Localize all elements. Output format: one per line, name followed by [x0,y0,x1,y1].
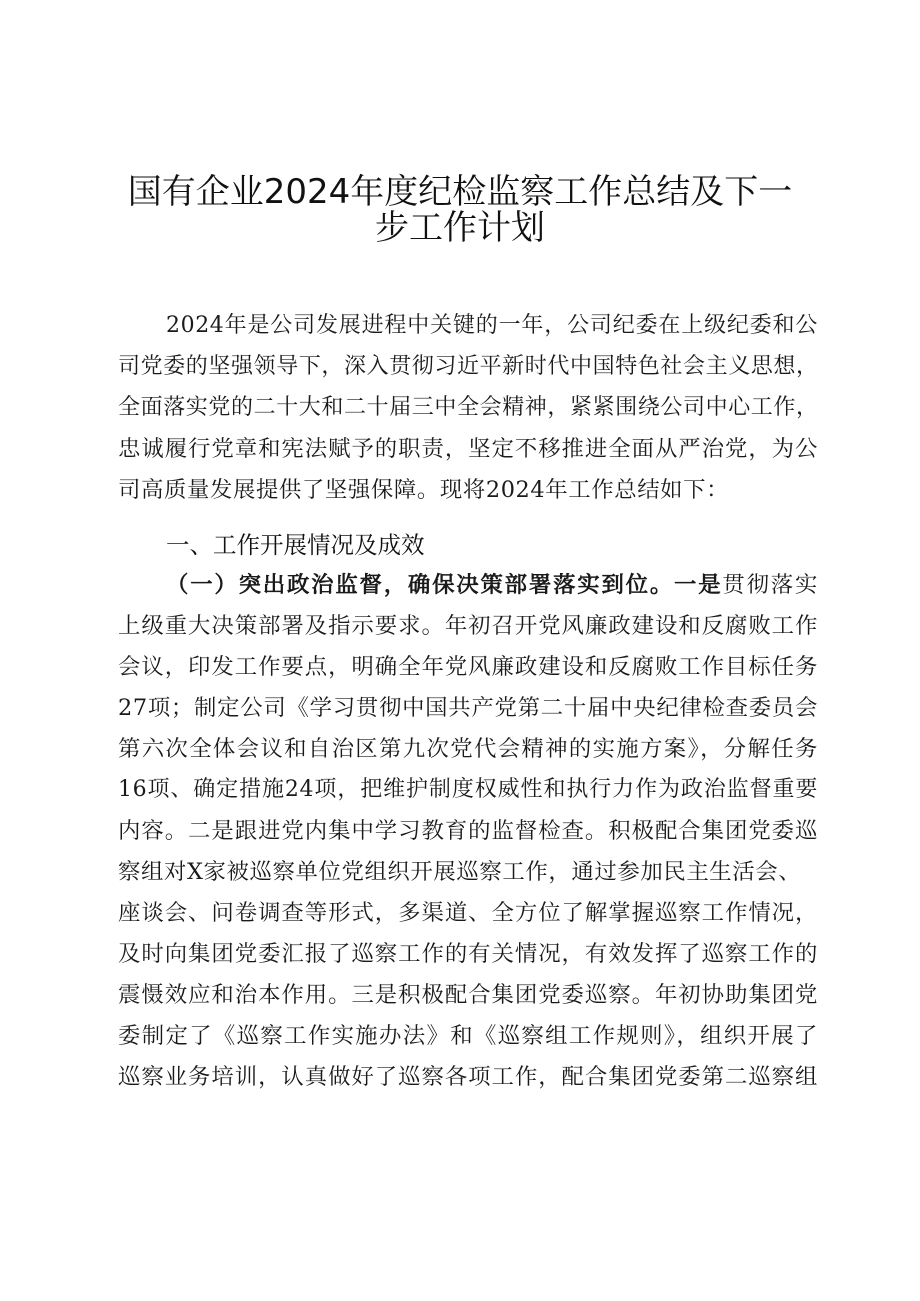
paragraph-line: 察组对X家被巡察单位党组织开展巡察工作，通过参加民主生活会、 [118,859,802,885]
paragraph-line: 及时向集团党委汇报了巡察工作的有关情况，有效发挥了巡察工作的 [118,941,818,967]
subheading-rest: 贯彻落实 [722,572,818,598]
paragraph-line: 震慑效应和治本作用。三是积极配合集团党委巡察。年初协助集团党 [118,982,818,1008]
paragraph-line: 座谈会、问卷调查等形式，多渠道、全方位了解掌握巡察工作情况， [118,900,818,926]
section-heading: 一、工作开展情况及成效 [166,531,425,559]
paragraph-line: 司党委的坚强领导下，深入贯彻习近平新时代中国特色社会主义思想， [118,354,819,379]
paragraph-line: 司高质量发展提供了坚强保障。现将2024年工作总结如下： [118,477,730,503]
paragraph-line: 委制定了《巡察工作实施办法》和《巡察组工作规则》，组织开展了 [118,1023,818,1049]
paragraph-line: 巡察业务培训，认真做好了巡察各项工作，配合集团党委第二巡察组 [118,1064,818,1090]
subheading-bold: （一）突出政治监督，确保决策部署落实到位。一是 [166,572,723,598]
document-title-line-2: 步工作计划 [375,208,545,248]
paragraph-line: 会议，印发工作要点，明确全年党风廉政建设和反腐败工作目标任务 [118,654,818,680]
paragraph-line: 16项、确定措施24项，把维护制度权威性和执行力作为政治监督重要 [118,777,818,802]
paragraph-line: 内容。二是跟进党内集中学习教育的监督检查。积极配合集团党委巡 [118,818,818,844]
paragraph-line: 全面落实党的二十大和二十届三中全会精神，紧紧围绕公司中心工作， [118,395,819,420]
paragraph-line: 27项；制定公司《学习贯彻中国共产党第二十届中央纪律检查委员会 [118,695,818,721]
document-title-line-1: 国有企业2024年度纪检监察工作总结及下一 [127,172,793,212]
paragraph-line: 2024年是公司发展进程中关键的一年，公司纪委在上级纪委和公 [166,313,818,338]
paragraph-line: 第六次全体会议和自治区第九次党代会精神的实施方案》，分解任务 [118,736,818,762]
subheading-line [166,570,818,600]
paragraph-line: 上级重大决策部署及指示要求。年初召开党风廉政建设和反腐败工作 [118,613,818,639]
paragraph-line: 忠诚履行党章和宪法赋予的职责，坚定不移推进全面从严治党，为公 [118,436,818,462]
